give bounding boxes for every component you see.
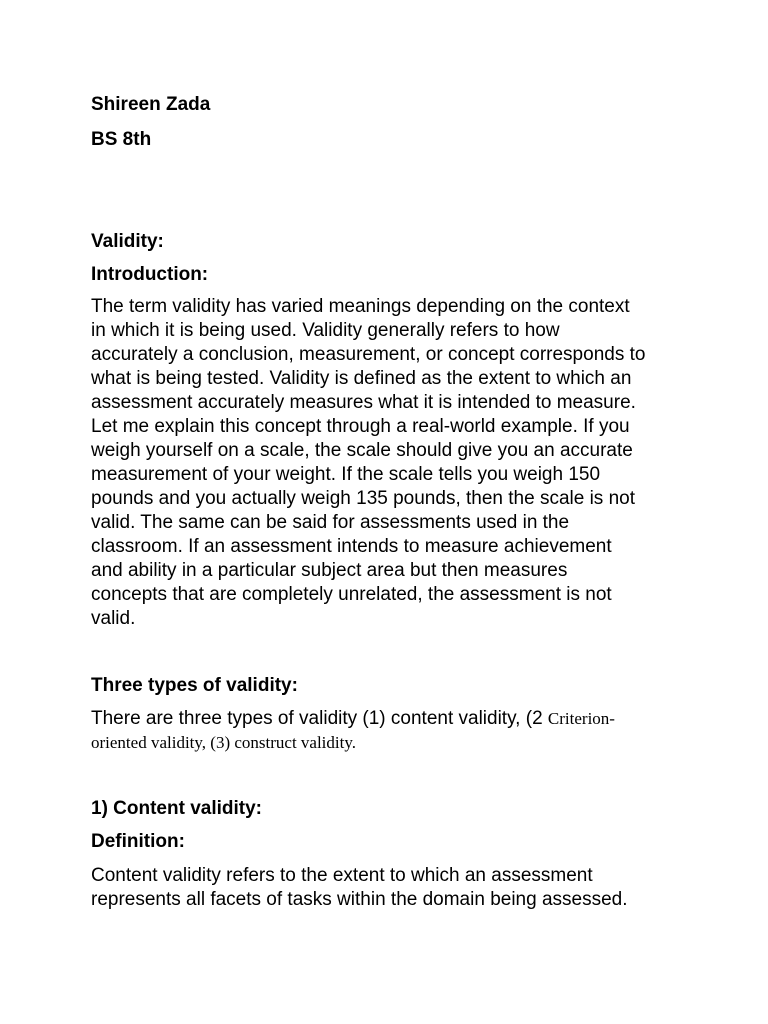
paragraph-line: accurately a conclusion, measurement, or concept corresponds to <box>91 344 646 365</box>
types-line-end: Criterion- <box>547 709 615 728</box>
paragraph-line <box>91 707 691 731</box>
paragraph-line: valid. The same can be said for assessments used in the <box>91 512 570 533</box>
paragraph-line: what is being tested. Validity is defined as the extent to which an <box>91 368 632 389</box>
paragraph-line: classroom. If an assessment intends to measure achievement <box>91 536 612 557</box>
author-class: BS 8th <box>91 129 152 150</box>
types-line-2: oriented validity, (3) construct validity. <box>91 733 357 752</box>
paragraph-line: pounds and you actually weigh 135 pounds, then the scale is not <box>91 488 635 509</box>
paragraph-line: weigh yourself on a scale, the scale should give you an accurate <box>91 440 633 461</box>
content-validity-heading: 1) Content validity: <box>91 798 263 819</box>
validity-heading: Validity: <box>91 231 164 252</box>
paragraph-line: in which it is being used. Validity generally refers to how <box>91 320 560 341</box>
paragraph-line: Let me explain this concept through a real-world example. If you <box>91 416 630 437</box>
paragraph-line: valid. <box>91 608 136 629</box>
paragraph-line: and ability in a particular subject area but then measures <box>91 560 568 581</box>
paragraph-line: measurement of your weight. If the scale tells you weigh 150 <box>91 464 601 485</box>
paragraph-line: Content validity refers to the extent to which an assessment <box>91 865 593 886</box>
introduction-heading: Introduction: <box>91 264 209 285</box>
paragraph-line: represents all facets of tasks within the domain being assessed. <box>91 889 628 910</box>
definition-paragraph <box>91 864 691 912</box>
paragraph-line: concepts that are completely unrelated, the assessment is not <box>91 584 612 605</box>
paragraph-line: assessment accurately measures what it is intended to measure. <box>91 392 636 413</box>
types-paragraph <box>91 707 691 755</box>
author-name: Shireen Zada <box>91 94 211 115</box>
definition-heading: Definition: <box>91 831 185 852</box>
introduction-paragraph <box>91 295 691 631</box>
types-heading: Three types of validity: <box>91 675 298 696</box>
types-line-start: There are three types of validity (1) content validity, (2 <box>91 708 548 729</box>
paragraph-line: The term validity has varied meanings depending on the context <box>91 296 630 317</box>
